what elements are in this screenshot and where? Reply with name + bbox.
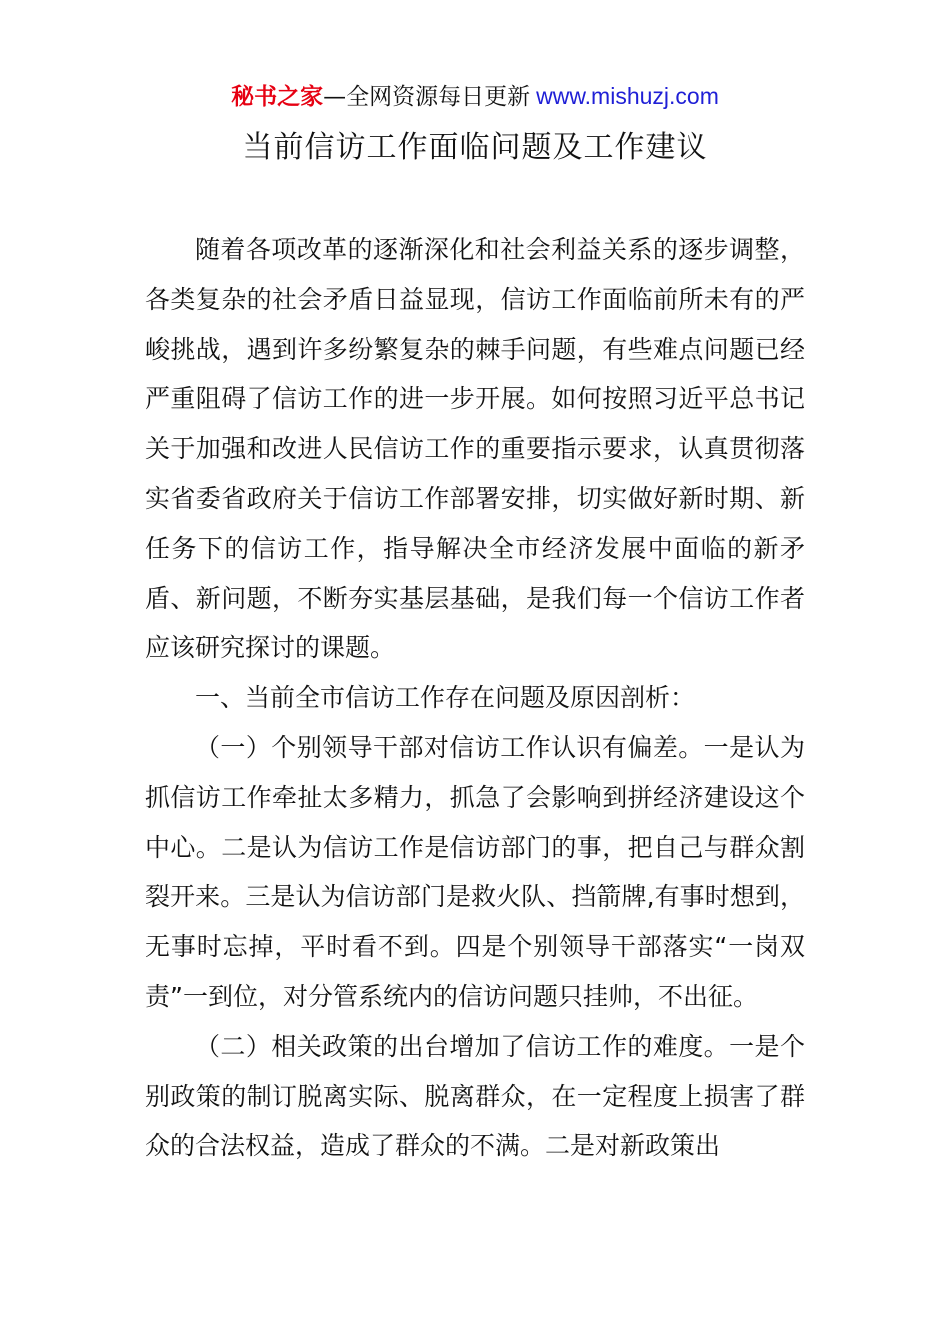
paragraph-intro: 随着各项改革的逐渐深化和社会利益关系的逐步调整，各类复杂的社会矛盾日益显现，信访工作面临前所未有的严峻挑战，遇到许多纷繁复杂的棘手问题，有些难点问题已经严重阻碍了信访工作的进一步开展。如何按照习近平总书记关于加强和改进人民信访工作的重要指示要求，认真贯彻落实省委省政府关于信访工作部署安排，切实做好新时期、新任务下的信访工作，指导解决全市经济发展中面临的新矛盾、新问题，不断夯实基层基础，是我们每一个信访工作者应该研究探讨的课题。 bbox=[145, 235, 805, 663]
site-url-link[interactable]: www.mishuzj.com bbox=[536, 83, 719, 109]
paragraph-point-two: （二）相关政策的出台增加了信访工作的难度。一是个别政策的制订脱离实际、脱离群众，在一定程度上损害了群众的合法权益，造成了群众的不满。二是对新政策出 bbox=[145, 1031, 805, 1161]
header-tagline: —全网资源每日更新 bbox=[323, 84, 531, 110]
document-body bbox=[145, 225, 805, 1171]
paragraph-section-heading: 一、当前全市信访工作存在问题及原因剖析： bbox=[195, 683, 696, 713]
site-header bbox=[0, 80, 950, 113]
brand-name: 秘书之家 bbox=[231, 84, 324, 110]
paragraph-point-one: （一）个别领导干部对信访工作认识有偏差。一是认为抓信访工作牵扯太多精力，抓急了会影响到拼经济建设这个中心。二是认为信访工作是信访部门的事，把自己与群众割裂开来。三是认为信访部门是救火队、挡箭牌,有事时想到，无事时忘掉，平时看不到。四是个别领导干部落实“一岗双责”一到位，对分管系统内的信访问题只挂帅，不出征。 bbox=[145, 732, 805, 1011]
document-title: 当前信访工作面临问题及工作建议 bbox=[242, 130, 708, 165]
